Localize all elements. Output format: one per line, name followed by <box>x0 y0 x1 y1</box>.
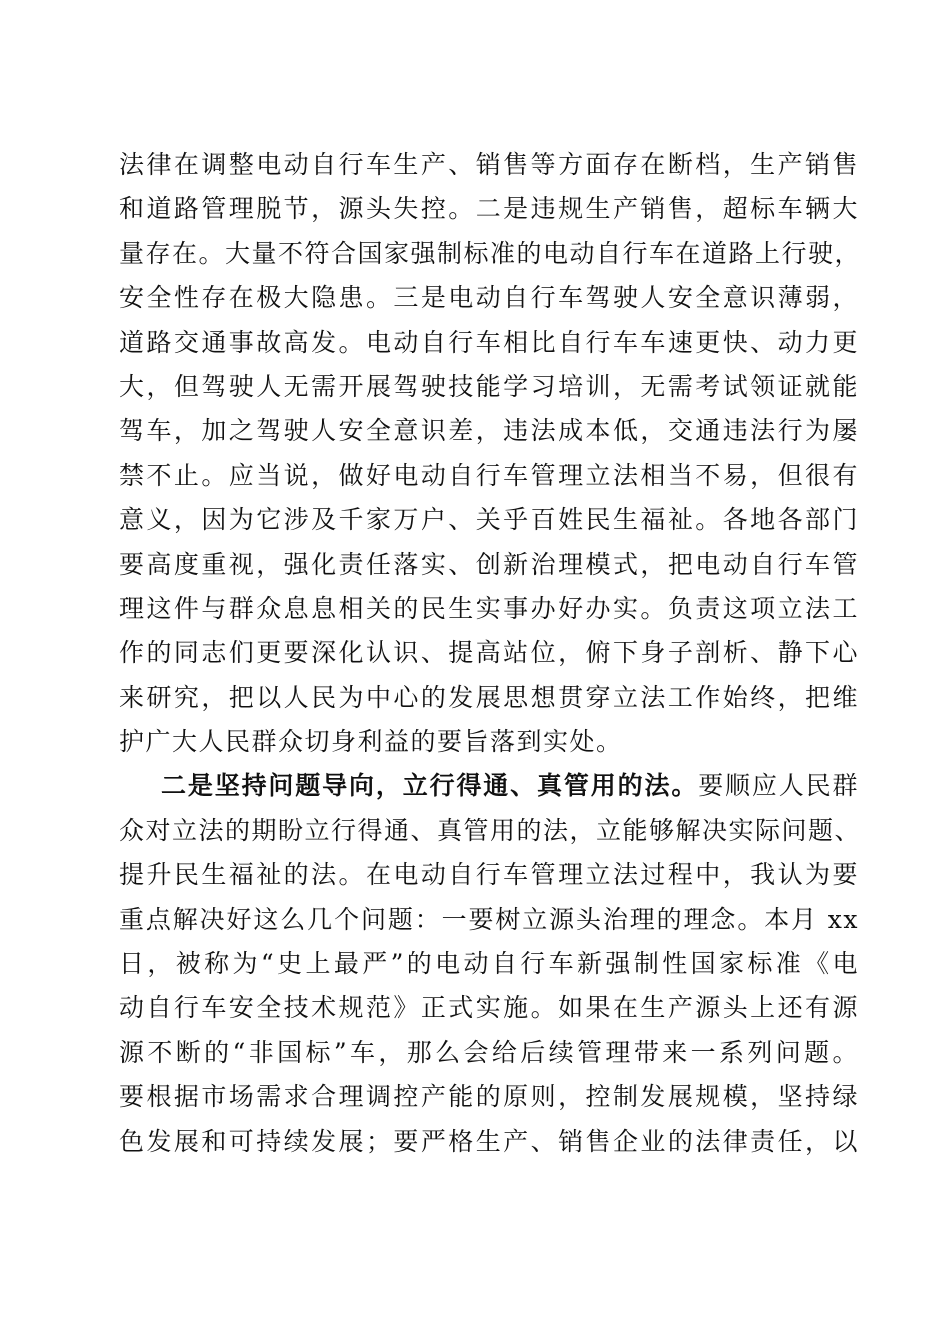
text-line: 护广大人民群众切身利益的要旨落到实处。 <box>119 727 623 757</box>
paragraph-2-first-line <box>119 764 859 808</box>
text-line: 来研究，把以人民为中心的发展思想贯穿立法工作始终，把维 <box>119 682 859 712</box>
text-line: 色发展和可持续发展；要严格生产、销售企业的法律责任，以 <box>119 1126 859 1156</box>
text-line: 动自行车安全技术规范》正式实施。如果在生产源头上还有源 <box>119 993 859 1023</box>
paragraph-2-heading: 二是坚持问题导向，立行得通、真管用的法。 <box>161 771 699 801</box>
body-text <box>119 143 862 1164</box>
text-line: 和道路管理脱节，源头失控。二是违规生产销售，超标车辆大 <box>119 194 859 224</box>
text-line: 要根据市场需求合理调控产能的原则，控制发展规模，坚持绿 <box>119 1082 859 1112</box>
text-line: 源不断的“非国标”车，那么会给后续管理带来一系列问题。 <box>119 1037 859 1067</box>
text-line: 提升民生福祉的法。在电动自行车管理立法过程中，我认为要 <box>119 860 859 890</box>
text-line: 安全性存在极大隐患。三是电动自行车驾驶人安全意识薄弱， <box>119 283 859 313</box>
text-line: 理这件与群众息息相关的民生实事办好办实。负责这项立法工 <box>119 593 859 623</box>
text-line: 量存在。大量不符合国家强制标准的电动自行车在道路上行驶， <box>119 238 862 268</box>
text-line: 道路交通事故高发。电动自行车相比自行车车速更快、动力更 <box>119 327 859 357</box>
text-line: 重点解决好这么几个问题：一要树立源头治理的理念。本月 xx <box>119 904 859 934</box>
text-line: 意义，因为它涉及千家万户、关乎百姓民生福祉。各地各部门 <box>119 505 859 535</box>
text-line: 众对立法的期盼立行得通、真管用的法，立能够解决实际问题、 <box>119 815 862 845</box>
text-line: 驾车，加之驾驶人安全意识差，违法成本低，交通违法行为屡 <box>119 416 859 446</box>
text-line: 禁不止。应当说，做好电动自行车管理立法相当不易，但很有 <box>119 460 859 490</box>
text-line: 大，但驾驶人无需开展驾驶技能学习培训，无需考试领证就能 <box>119 371 859 401</box>
text-line: 作的同志们更要深化认识、提高站位，俯下身子剖析、静下心 <box>119 638 859 668</box>
text-line: 日，被称为“史上最严”的电动自行车新强制性国家标准《电 <box>119 949 859 979</box>
text-line: 要高度重视，强化责任落实、创新治理模式，把电动自行车管 <box>119 549 859 579</box>
paragraph-2-first-line-rest: 要顺应人民群 <box>698 771 859 801</box>
text-line: 法律在调整电动自行车生产、销售等方面存在断档，生产销售 <box>119 150 859 179</box>
